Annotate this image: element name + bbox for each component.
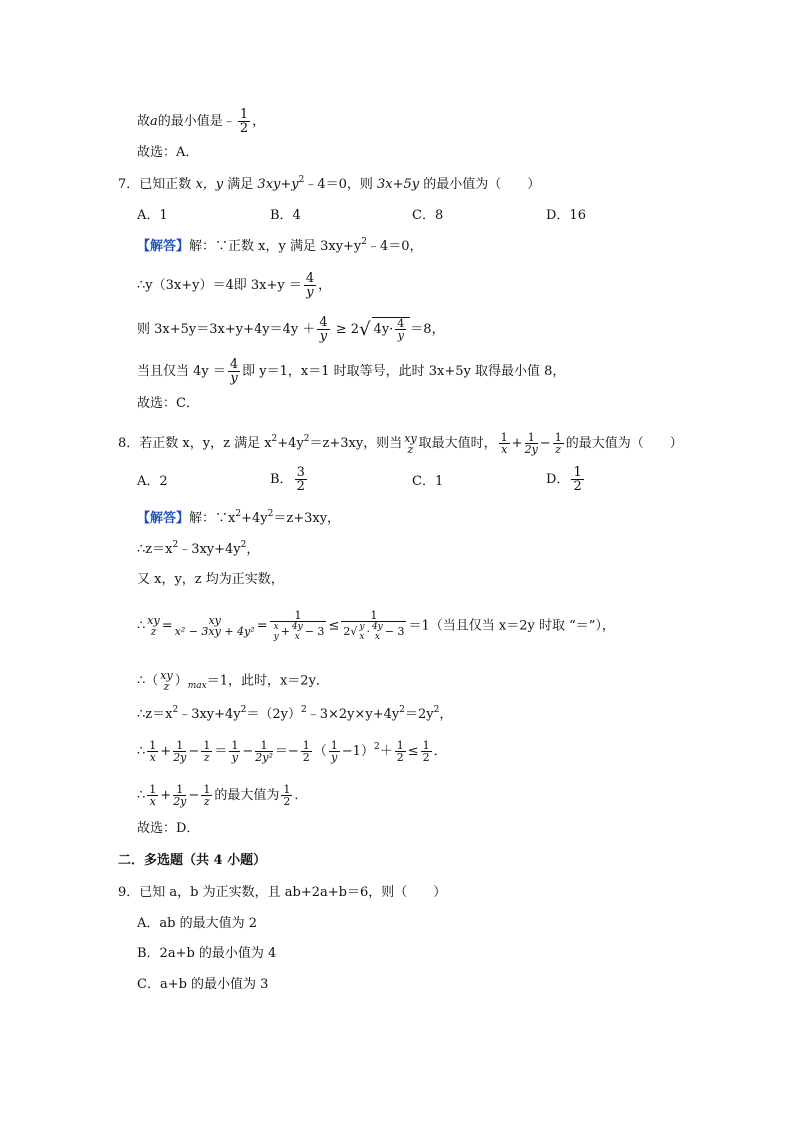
denominator: 2y: [173, 751, 187, 764]
denominator: x y + 4y x − 3: [273, 622, 325, 642]
numerator: 3: [296, 465, 305, 480]
text: ≥ 2: [335, 322, 360, 337]
fraction: [255, 740, 273, 763]
expression: 3x+5y: [377, 177, 420, 192]
text: 故: [137, 114, 151, 129]
numerator: 1: [341, 610, 406, 622]
question-8-stem: 8．若正数 x，y，z 满足 $x^2+4y^2=z+3xy$，则当 xy z 取最大值时， $\frac{1}{x}$ + $\frac{1}{2y}$ − $\frac{1}{z}$ 的最大值为（ ）: [118, 431, 683, 456]
numerator: 1: [554, 431, 562, 444]
text: 解：∵正数 x，y 满足 3xy+y: [189, 239, 362, 254]
fraction: [295, 466, 307, 493]
denominator: y: [331, 751, 338, 764]
text: ，: [439, 707, 453, 722]
denominator: 2: [302, 751, 310, 764]
fraction: [274, 622, 279, 642]
denominator: x² − 3xy + 4y²: [174, 625, 255, 638]
denominator: y: [397, 329, 404, 342]
vars: x，y: [195, 177, 224, 192]
fraction: [229, 740, 240, 763]
text: ∴z＝x: [137, 542, 173, 557]
fraction: [173, 740, 186, 763]
q8-answer-line-7: ∴ $\frac{1}{x}$ + $\frac{1}{2y}$ − $\frac{1}{z}$ ＝ $\frac{1}{y}$ − $\frac{1}{\text{2y²}}$ ＝− $\frac{1}{2}$ （ $\frac{1}{y}$ −1）$^2$＋ $\frac{1}{2}$ ≤ $\frac{1}{2}$ ．: [137, 739, 447, 764]
text: ＝1，此时，x＝2y．: [206, 673, 329, 689]
numerator: 1: [239, 107, 249, 122]
text: 4y·: [373, 322, 394, 337]
denominator: x: [501, 443, 508, 456]
prev-line-1: [137, 108, 265, 135]
text: 已知正数: [139, 177, 192, 192]
text: ．: [294, 788, 308, 803]
fraction: [160, 670, 172, 692]
numerator: 4y: [291, 622, 303, 632]
radicand: [372, 317, 411, 341]
fraction: [301, 740, 312, 763]
q7-answer-line-5: 故选：C．: [137, 396, 199, 411]
exponent: 2: [373, 742, 380, 752]
denominator: z: [150, 625, 157, 638]
exponent: 2: [172, 540, 179, 550]
denominator: y: [273, 632, 279, 642]
therefore: ∴: [137, 618, 146, 634]
text: ，: [246, 542, 260, 557]
text: ＝z+3xy，则当: [309, 436, 403, 451]
fraction: [147, 740, 158, 763]
text: ∴（: [137, 673, 159, 689]
fraction: [147, 615, 159, 637]
denominator: z: [555, 443, 562, 456]
text: ．: [433, 744, 447, 759]
text: 的最大值为（ ）: [565, 436, 683, 451]
denominator: x: [374, 632, 380, 642]
fraction: [341, 610, 406, 642]
fraction: [201, 784, 212, 807]
text: − 3: [384, 625, 405, 638]
fraction: [175, 615, 255, 637]
q9-option-c[interactable]: C．a+b 的最小值为 3: [137, 977, 269, 992]
fraction: [329, 740, 340, 763]
fraction: [553, 432, 564, 455]
text: +4y: [277, 436, 304, 451]
denominator: x: [149, 751, 156, 764]
numerator: 4: [229, 357, 239, 372]
fraction: [359, 622, 364, 642]
fraction: [571, 466, 583, 493]
exponent: 2: [235, 509, 242, 519]
exponent: 2: [240, 705, 247, 715]
denominator: 2: [296, 479, 305, 494]
text: 满足: [227, 177, 254, 192]
fraction: [404, 433, 416, 455]
numerator: 1: [573, 465, 582, 480]
text: （: [313, 744, 327, 759]
q7-answer-line-2: [137, 272, 331, 299]
q8-answer-line-6: [137, 706, 452, 724]
text: ＝8，: [410, 322, 445, 337]
numerator: xy: [208, 614, 221, 627]
fraction: [292, 622, 303, 642]
numerator: 4y: [371, 622, 383, 632]
q8-answer-line-1: [137, 510, 340, 528]
text: ﹣4＝0，: [367, 239, 423, 254]
numerator: y: [359, 622, 365, 632]
q7-answer-line-4: [137, 358, 565, 385]
fraction: [304, 272, 316, 299]
fraction: [281, 784, 292, 807]
question-9-stem: [118, 884, 446, 902]
numerator: 1: [283, 783, 291, 796]
numerator: xy: [147, 614, 160, 627]
fraction: [395, 318, 406, 341]
text: ﹣3xy+4y: [178, 542, 241, 557]
question-number: 8．: [118, 436, 140, 451]
radical-sign: √: [359, 319, 371, 340]
text: 的最小值是: [157, 114, 223, 129]
fraction-half: [238, 108, 250, 135]
q7-answer-line-3: [137, 316, 445, 343]
answer-tag: 【解答】: [137, 239, 190, 254]
text: 的最小值为（ ）: [423, 177, 541, 192]
fraction: [317, 316, 329, 343]
numerator: 1: [500, 431, 508, 444]
q8-answer-line-9: 故选：D．: [137, 821, 200, 836]
q7-answer-line-1: [137, 238, 423, 256]
q8-answer-line-5: [137, 670, 329, 692]
q7-option-c[interactable]: C．8: [412, 208, 444, 223]
fraction: [201, 740, 212, 763]
exponent: 2: [271, 434, 278, 444]
q8-option-d[interactable]: [546, 466, 586, 493]
therefore: ∴: [137, 744, 146, 759]
denominator: 2y: [524, 443, 538, 456]
numerator: 4: [397, 317, 405, 330]
exponent: 2: [267, 509, 274, 519]
numerator: 1: [270, 610, 327, 622]
text: ＝2y: [405, 707, 434, 722]
text: ＋: [379, 744, 393, 759]
equation: 3xy+y: [257, 177, 299, 192]
denominator: z: [163, 680, 170, 693]
numerator: xy: [160, 669, 173, 682]
exponent: 2: [298, 175, 305, 185]
denominator: z: [407, 442, 414, 456]
fraction: [270, 610, 327, 642]
text: +4y: [241, 511, 268, 526]
q8-option-a[interactable]: A．2: [137, 474, 168, 489]
numerator: 4: [319, 315, 328, 330]
text: −1）: [341, 744, 374, 759]
fraction: [228, 358, 240, 385]
numerator: 1: [396, 739, 404, 752]
q8-option-b[interactable]: [270, 466, 309, 493]
numerator: 1: [173, 784, 186, 796]
text: ∴z＝x: [137, 707, 173, 722]
fraction: [395, 740, 406, 763]
denominator: y: [231, 751, 238, 764]
exponent: 2: [399, 705, 406, 715]
text: − 3: [304, 625, 325, 638]
question-7-stem: [118, 176, 540, 194]
numerator: 1: [203, 739, 211, 752]
fraction: [173, 784, 186, 807]
question-number: 7．: [118, 177, 140, 192]
denominator: 2√ y x · 4y x − 3: [343, 622, 405, 642]
numerator: xy: [404, 431, 417, 445]
q7-option-b[interactable]: B．4: [270, 208, 301, 223]
numerator: 1: [149, 739, 157, 752]
text: ﹣3xy+4y: [178, 707, 241, 722]
text: 若正数 x，y，z 满足 x: [139, 436, 272, 451]
q8-answer-line-8: ∴ $\frac{1}{x}$ + $\frac{1}{2y}$ − $\frac{1}{z}$ 的最大值为 $\frac{1}{2}$ ．: [137, 783, 308, 808]
exponent: 2: [433, 705, 440, 715]
text: ，: [252, 114, 266, 129]
numerator: 1: [231, 739, 239, 752]
denominator: 2: [283, 795, 291, 808]
exponent: 2: [240, 540, 247, 550]
exponent: 2: [301, 705, 307, 715]
denominator: x: [359, 632, 365, 642]
numerator: 1: [203, 783, 211, 796]
numerator: 1: [255, 740, 273, 752]
prev-line-2: 故选：A．: [137, 145, 199, 160]
therefore: ∴: [137, 788, 146, 803]
denominator: z: [203, 795, 210, 808]
text: 则 3x+5y＝3x+y+4y＝4y ＋: [137, 322, 316, 337]
denominator: y: [306, 285, 314, 300]
minus-sign: ﹣: [222, 114, 236, 129]
text: ＝z+3xy，: [273, 511, 341, 526]
question-number: 9．: [118, 885, 140, 900]
numerator: 4: [305, 271, 315, 286]
section-title: 二．多选题（共 4 小题）: [118, 853, 267, 868]
answer-tag: 【解答】: [137, 511, 190, 526]
text: D．: [546, 472, 570, 487]
text: ﹣4＝0，则: [304, 177, 373, 192]
denominator: x: [294, 632, 300, 642]
var-a: a: [150, 114, 158, 129]
text: ＝: [214, 744, 228, 759]
numerator: 1: [173, 740, 186, 752]
q8-option-c[interactable]: C．1: [412, 474, 444, 489]
text: ∴y（3x+y）＝4即 3x+y ＝: [137, 278, 302, 293]
text: 解：∵x: [189, 511, 236, 526]
text: ＝（2y）: [246, 707, 302, 722]
text: ＝−: [274, 744, 299, 759]
q8-answer-line-2: [137, 541, 259, 559]
denominator: 2: [396, 751, 404, 764]
denominator: y: [319, 329, 328, 344]
q9-option-a[interactable]: A．ab 的最大值为 2: [137, 916, 257, 931]
fraction: [147, 784, 158, 807]
text: ＝1（当且仅当 x＝2y 时取 “＝”），: [408, 618, 615, 634]
q8-answer-line-4: ∴ xy z = xy x² − 3xy + 4y² = 1 x y + 4y x − 3 ≤ 1 2√ y x · 4y x − 3 ＝1（当且仅当 x＝2y 时取 “＝”），: [137, 609, 615, 642]
text: ，: [318, 278, 332, 293]
denominator: z: [203, 751, 210, 764]
text: 即 y＝1，x＝1 时取等号，此时 3x+5y 取得最小值 8，: [242, 364, 566, 379]
numerator: x: [273, 622, 279, 632]
exponent: 2: [172, 705, 179, 715]
denominator: 2y: [173, 795, 187, 808]
q9-option-b[interactable]: B．2a+b 的最小值为 4: [137, 946, 277, 961]
text: 取最大值时，: [418, 436, 497, 451]
text: 当且仅当 4y ＝: [137, 364, 226, 379]
exponent: 2: [303, 434, 310, 444]
text: ≤: [407, 744, 419, 759]
text: ﹣3×2y×y+4y: [306, 707, 400, 722]
q8-answer-line-3: 又 x，y，z 均为正实数，: [137, 572, 284, 587]
numerator: 1: [302, 739, 310, 752]
fraction: [499, 432, 510, 455]
denominator: y: [230, 371, 238, 386]
denominator: 2: [422, 751, 430, 764]
numerator: 1: [525, 432, 538, 444]
fraction: [372, 622, 383, 642]
denominator: x: [149, 795, 156, 808]
fraction: [525, 432, 538, 455]
text: 的最大值为: [214, 788, 280, 803]
q7-option-a[interactable]: A．1: [137, 208, 168, 223]
subscript: max: [187, 681, 207, 692]
exponent: 2: [361, 237, 368, 247]
numerator: 1: [422, 739, 430, 752]
denominator: 2: [239, 121, 249, 136]
denominator: 2y²: [255, 751, 273, 764]
fraction: [421, 740, 432, 763]
text: ）: [174, 673, 188, 689]
q7-option-d[interactable]: D．16: [546, 208, 586, 223]
numerator: 1: [149, 783, 157, 796]
text: B．: [270, 472, 293, 487]
numerator: 1: [330, 739, 338, 752]
text: 2: [343, 625, 351, 638]
denominator: 2: [573, 479, 582, 494]
text: 已知 a，b 为正实数，且 ab+2a+b＝6，则（ ）: [139, 885, 447, 900]
